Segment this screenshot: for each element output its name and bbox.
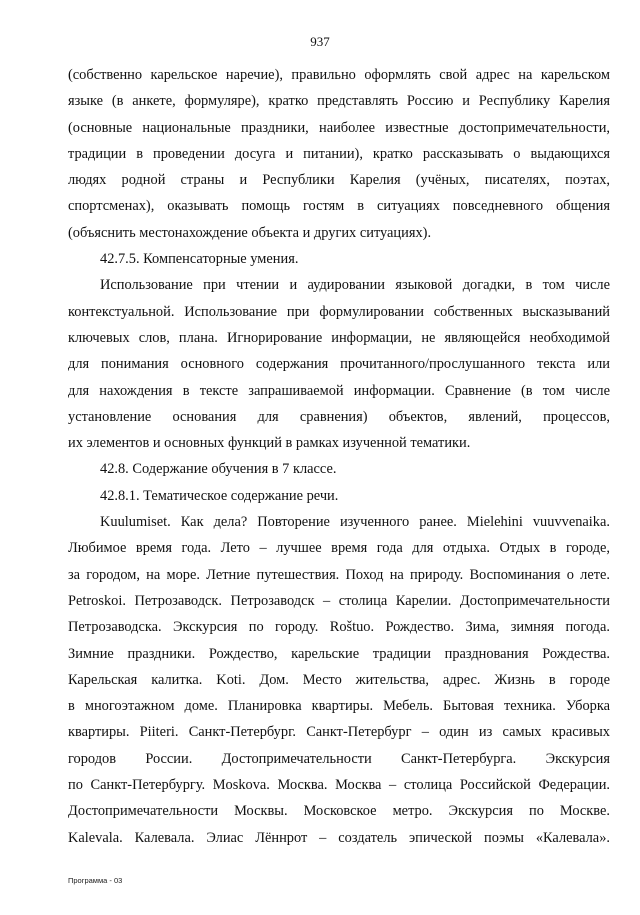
text-line: 42.8. Содержание обучения в 7 классе. (100, 461, 337, 478)
text-line: городов России. Достопримечательности Санкт-Петербурга. Экскурсия (68, 750, 610, 767)
text-line: людях родной страны и Республики Карелия (учёных, писателях, поэтах, (68, 172, 610, 189)
text-line: Зимние праздники. Рождество, карельские традиции празднования Рождества. (68, 645, 610, 662)
text-line: Kuulumiset. Как дела? Повторение изученного ранее. Mielehini vuuvvenaika. (100, 514, 610, 531)
text-line: для нахождения в тексте запрашиваемой информации. Сравнение (в том числе (68, 382, 610, 399)
text-line: традиции в проведении досуга и питании), кратко рассказывать о выдающихся (68, 145, 610, 162)
text-line: Достопримечательности Москвы. Московское метро. Экскурсия по Москве. (68, 803, 610, 820)
page-number: 937 (310, 34, 330, 49)
text-line: Петрозаводска. Экскурсия по городу. Roštuo. Рождество. Зима, зимняя погода. (68, 619, 610, 636)
text-line: 42.8.1. Тематическое содержание речи. (100, 487, 339, 504)
text-line: за городом, на море. Летние путешествия. Поход на природу. Воспоминания о лете. (68, 566, 610, 583)
text-line: 42.7.5. Компенсаторные умения. (100, 251, 299, 268)
body-text (68, 62, 610, 851)
text-line: спортсменах), оказывать помощь гостям в ситуациях повседневного общения (68, 198, 610, 215)
text-line: языке (в анкете, формуляре), кратко представлять Россию и Республику Карелия (68, 93, 610, 110)
text-line: контекстуальной. Использование при формулировании собственных высказываний (68, 303, 610, 320)
text-line: Использование при чтении и аудировании языковой догадки, в том числе (100, 277, 610, 294)
text-line: Petroskoi. Петрозаводск. Петрозаводск – столица Карелии. Достопримечательности (68, 592, 610, 609)
text-line: (собственно карельское наречие), правильно оформлять свой адрес на карельском (68, 67, 610, 83)
text-line: их элементов и основных функций в рамках изученной тематики. (68, 435, 471, 452)
text-line: установление основания для сравнения) объектов, явлений, процессов, (68, 408, 610, 425)
text-line: ключевых слов, плана. Игнорирование информации, не являющейся необходимой (68, 329, 610, 346)
text-line: в многоэтажном доме. Планировка квартиры. Мебель. Бытовая техника. Уборка (68, 698, 610, 715)
text-line: Карельская калитка. Koti. Дом. Место жительства, адрес. Жизнь в городе (68, 671, 610, 688)
text-line: Kalevala. Калевала. Элиас Лённрот – создатель эпической поэмы «Калевала». (68, 829, 610, 846)
text-line: по Санкт-Петербургу. Moskova. Москва. Москва – столица Российской Федерации. (68, 777, 610, 794)
text-line: квартиры. Piiteri. Санкт-Петербург. Санкт-Петербург – один из самых красивых (68, 724, 610, 741)
text-line: Любимое время года. Лето – лучшее время года для отдыха. Отдых в городе, (68, 540, 610, 557)
text-line: для понимания основного содержания прочитанного/прослушанного текста или (68, 356, 610, 373)
text-line: (основные национальные праздники, наиболее известные достопримечательности, (68, 119, 610, 136)
footer-label: Программа - 03 (68, 876, 123, 885)
text-line: (объяснить местонахождение объекта и других ситуациях). (68, 224, 432, 241)
